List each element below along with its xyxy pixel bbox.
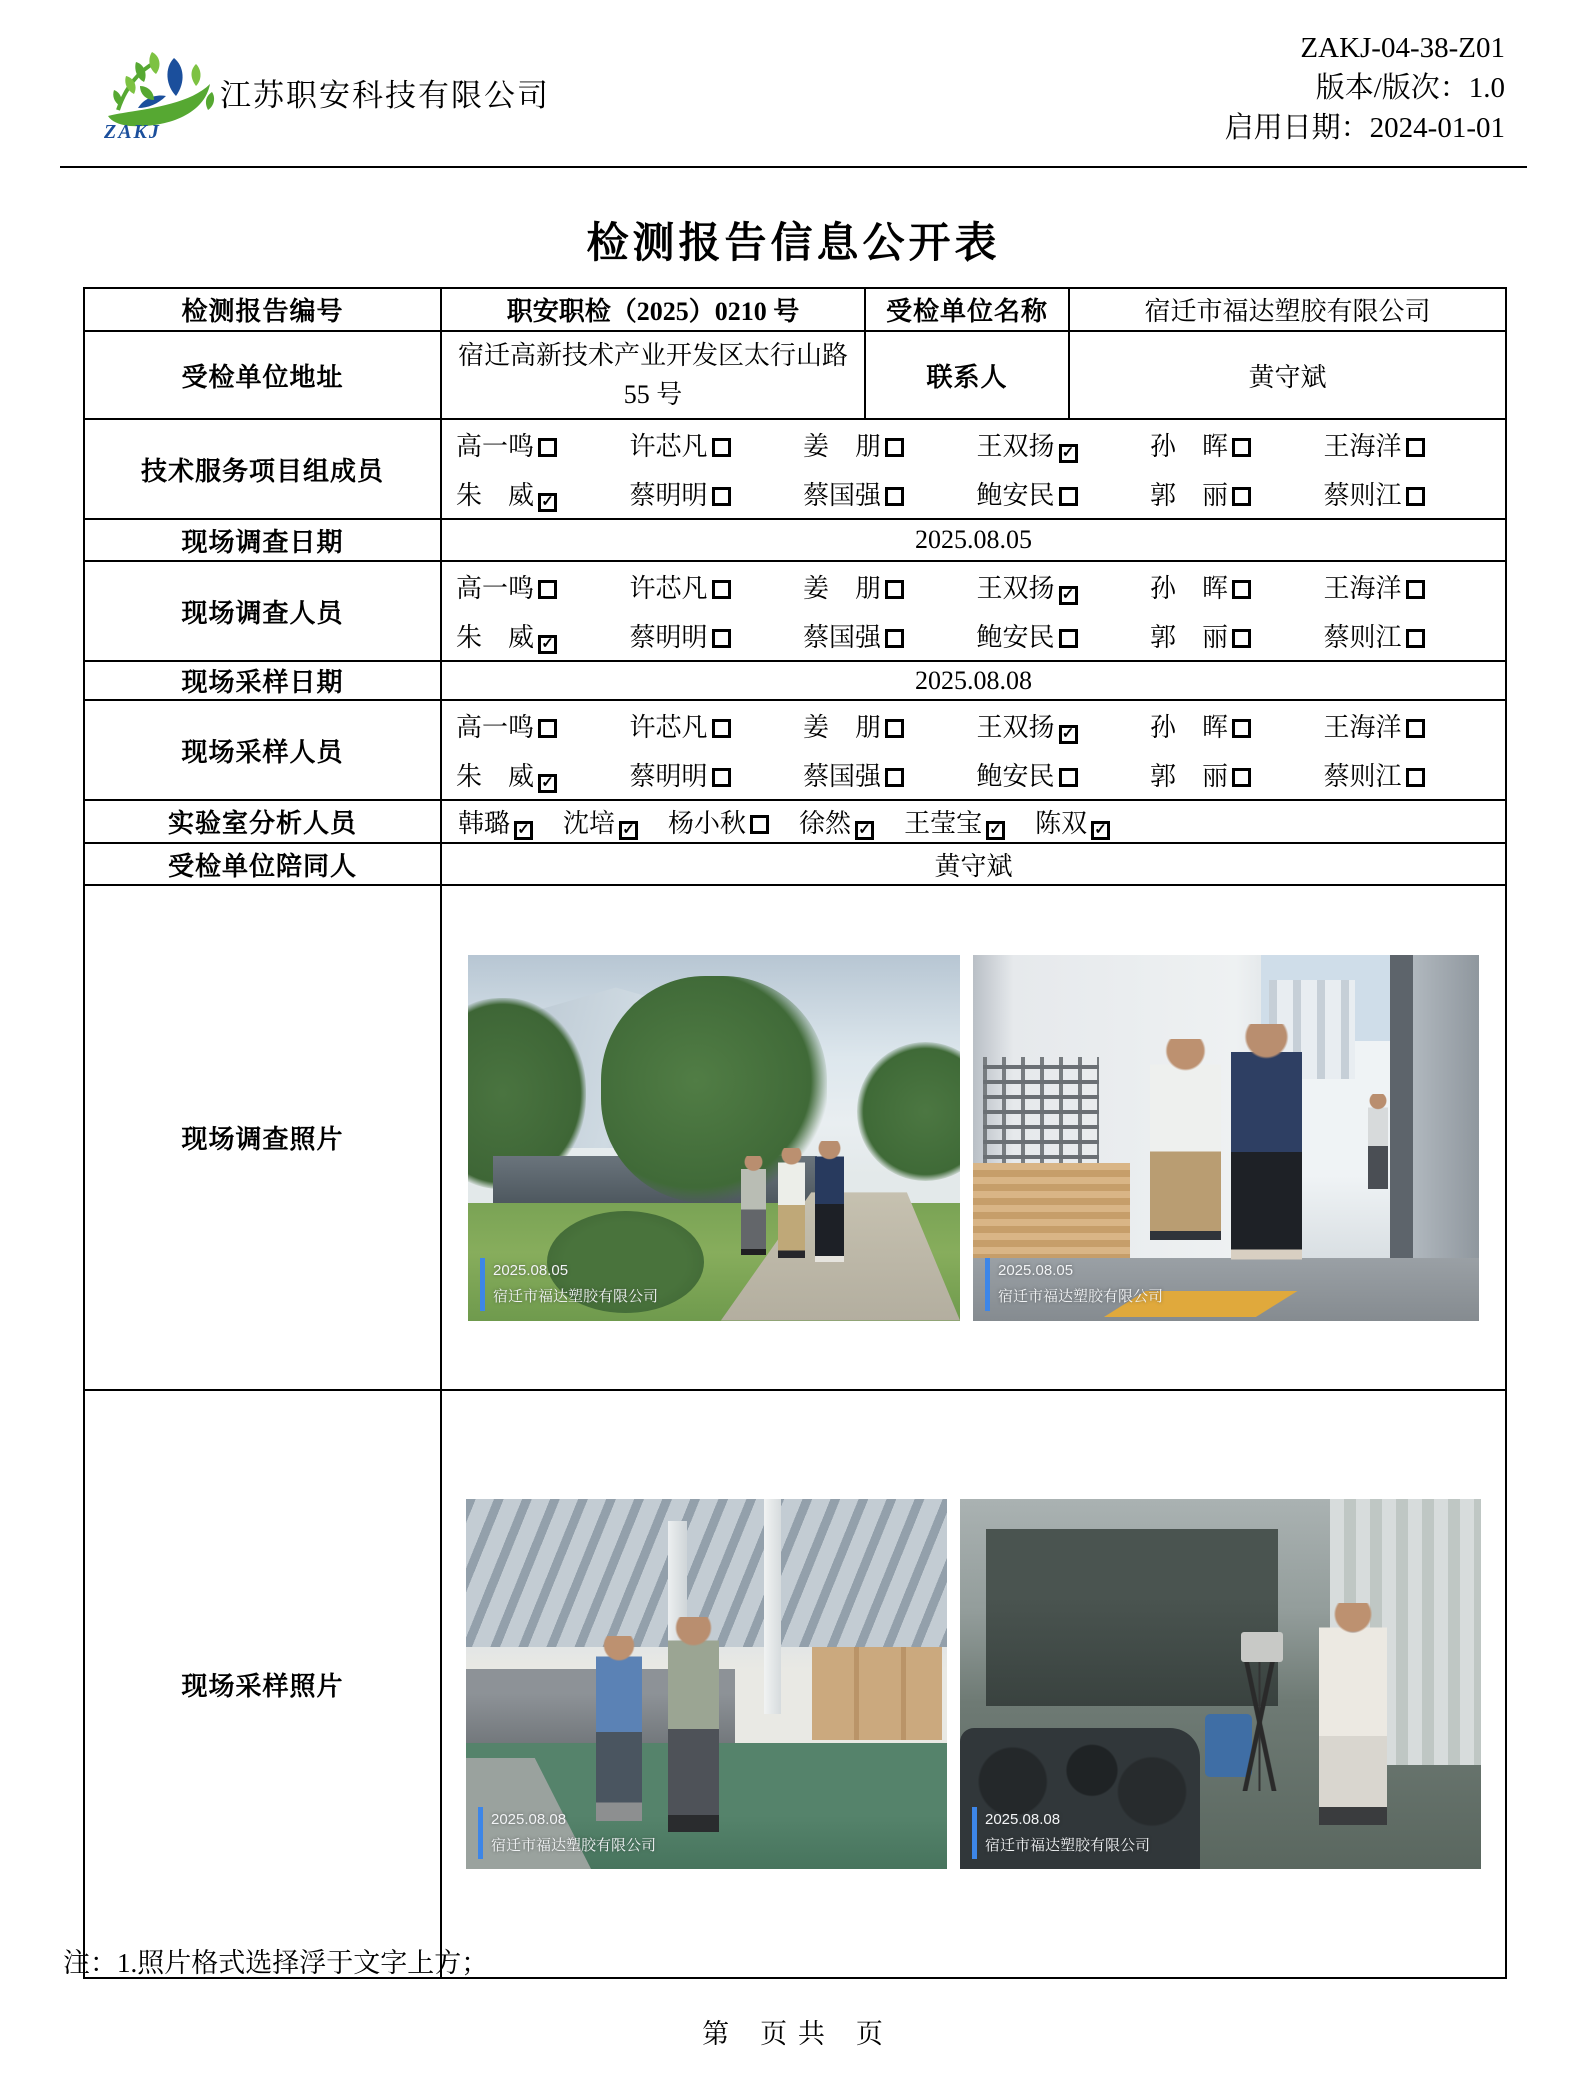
staff-member-name: 高一鸣 [456, 432, 535, 461]
staff-member-name: 王双扬 [976, 432, 1055, 461]
staff-member [630, 426, 804, 463]
table-row [84, 885, 1506, 1390]
table-row [84, 288, 1506, 331]
staff-member [456, 756, 630, 793]
photo-sampling-instrument [1241, 1632, 1283, 1662]
staff-line [456, 707, 1497, 744]
document-meta [1225, 28, 1505, 148]
leaf-logo-icon [78, 30, 228, 142]
table-row [84, 331, 1506, 419]
staff-member-name: 许芯凡 [629, 574, 708, 603]
checkbox-empty-icon[interactable] [712, 719, 731, 738]
staff-member-name: 王双扬 [976, 574, 1055, 603]
survey-staff-grid [442, 562, 1505, 660]
staff-member [1150, 756, 1324, 793]
staff-member-name: 孙 晖 [1150, 574, 1229, 603]
staff-member [456, 617, 630, 654]
staff-member-name: 蔡则江 [1323, 623, 1402, 652]
staff-member-name: 高一鸣 [456, 574, 535, 603]
watermark-date: 2025.08.05 [493, 1262, 569, 1279]
staff-member-name: 蔡国强 [803, 623, 882, 652]
report-info-table [83, 287, 1507, 1979]
staff-member-name: 朱 威 [456, 762, 535, 791]
watermark-company: 宿迁市福达塑胶有限公司 [493, 1288, 659, 1306]
team-members-grid [442, 420, 1505, 518]
staff-member-name: 王海洋 [1323, 432, 1402, 461]
table-row [84, 419, 1506, 519]
staff-member-name: 徐然 [799, 809, 852, 838]
checkbox-empty-icon[interactable] [712, 629, 731, 648]
staff-member [458, 803, 533, 840]
photo-watermark [985, 1258, 1163, 1311]
staff-member [456, 707, 630, 744]
table-row [84, 519, 1506, 561]
checkbox-empty-icon[interactable] [1232, 580, 1251, 599]
staff-member-name: 郭 丽 [1150, 623, 1229, 652]
checkbox-empty-icon[interactable] [885, 629, 904, 648]
checkbox-empty-icon[interactable] [1406, 768, 1425, 787]
staff-member [1324, 617, 1498, 654]
lab-staff-cell [441, 800, 1506, 843]
staff-member [456, 475, 630, 512]
checkbox-empty-icon[interactable] [538, 580, 557, 599]
staff-line [456, 568, 1497, 605]
checkbox-checked-icon[interactable]: ✓ [1091, 821, 1110, 840]
contact-value: 黄守斌 [1069, 331, 1506, 419]
unit-name-label: 受检单位名称 [865, 288, 1069, 331]
staff-member [630, 475, 804, 512]
staff-member [1324, 568, 1498, 605]
staff-member-name: 蔡明明 [629, 481, 708, 510]
lab-staff-grid [442, 803, 1505, 840]
staff-member-name: 沈培 [563, 809, 616, 838]
team-members-cell [441, 419, 1506, 519]
photo-watermark [480, 1258, 658, 1311]
photo-column [764, 1499, 780, 1714]
staff-member [803, 617, 977, 654]
photo-plywood-stack [973, 1163, 1130, 1262]
checkbox-empty-icon[interactable] [538, 719, 557, 738]
staff-line [456, 617, 1497, 654]
sampling-photos-cell [441, 1390, 1506, 1978]
staff-member [1324, 426, 1498, 463]
staff-member-name: 姜 朋 [803, 432, 882, 461]
staff-member [456, 426, 630, 463]
watermark-date: 2025.08.05 [998, 1262, 1074, 1279]
staff-member [977, 617, 1151, 654]
checkbox-empty-icon[interactable] [885, 438, 904, 457]
checkbox-empty-icon[interactable] [1406, 629, 1425, 648]
checkbox-checked-icon[interactable]: ✓ [1059, 444, 1078, 463]
checkbox-empty-icon[interactable] [885, 768, 904, 787]
staff-member-name: 许芯凡 [629, 432, 708, 461]
photo-person [1319, 1603, 1387, 1825]
staff-member-name: 王莹宝 [904, 809, 983, 838]
contact-label: 联系人 [865, 331, 1069, 419]
checkbox-empty-icon[interactable] [885, 580, 904, 599]
table-row [84, 843, 1506, 885]
checkbox-checked-icon[interactable]: ✓ [538, 493, 557, 512]
photo-person [815, 1141, 845, 1262]
photo-person [1231, 1024, 1302, 1280]
staff-member-name: 朱 威 [456, 623, 535, 652]
staff-member [1150, 475, 1324, 512]
footnote: 注：1.照片格式选择浮于文字上方； [63, 1948, 489, 1978]
staff-member [977, 756, 1151, 793]
checkbox-empty-icon[interactable] [1232, 629, 1251, 648]
sampling-staff-label: 现场采样人员 [84, 700, 441, 800]
photo-door-frame [1390, 955, 1413, 1270]
checkbox-empty-icon[interactable] [1232, 719, 1251, 738]
checkbox-empty-icon[interactable] [1232, 768, 1251, 787]
company-name: 江苏职安科技有限公司 [220, 78, 550, 113]
checkbox-empty-icon[interactable] [1232, 487, 1251, 506]
staff-member [977, 568, 1151, 605]
staff-line [456, 756, 1497, 793]
sampling-photo-1 [466, 1499, 947, 1869]
staff-member [1324, 707, 1498, 744]
sampling-photos-label: 现场采样照片 [84, 1390, 441, 1978]
survey-photos-cell [441, 885, 1506, 1390]
staff-member [668, 803, 769, 840]
staff-member-name: 高一鸣 [456, 713, 535, 742]
staff-member-name: 姜 朋 [803, 713, 882, 742]
team-members-label: 技术服务项目组成员 [84, 419, 441, 519]
checkbox-checked-icon[interactable]: ✓ [619, 821, 638, 840]
table-row [84, 800, 1506, 843]
report-number-label: 检测报告编号 [84, 288, 441, 331]
watermark-company: 宿迁市福达塑胶有限公司 [985, 1836, 1151, 1854]
survey-date-label: 现场调查日期 [84, 519, 441, 561]
staff-member [563, 803, 638, 840]
checkbox-empty-icon[interactable] [1059, 629, 1078, 648]
checkbox-empty-icon[interactable] [1406, 719, 1425, 738]
checkbox-empty-icon[interactable] [885, 719, 904, 738]
escort-value: 黄守斌 [441, 843, 1506, 885]
staff-member-name: 杨小秋 [668, 809, 747, 838]
doc-code: ZAKJ-04-38-Z01 [1300, 32, 1505, 64]
staff-member [977, 475, 1151, 512]
staff-member-name: 郭 丽 [1150, 762, 1229, 791]
staff-member [1150, 568, 1324, 605]
survey-staff-label: 现场调查人员 [84, 561, 441, 661]
survey-photos-label: 现场调查照片 [84, 885, 441, 1390]
photo-watermark [478, 1807, 656, 1860]
checkbox-checked-icon[interactable]: ✓ [538, 774, 557, 793]
checkbox-empty-icon[interactable] [712, 438, 731, 457]
staff-member-name: 孙 晖 [1150, 713, 1229, 742]
staff-member-name: 王海洋 [1323, 574, 1402, 603]
staff-member [630, 756, 804, 793]
photo-person [741, 1156, 766, 1255]
staff-member-name: 蔡国强 [803, 762, 882, 791]
staff-member [803, 568, 977, 605]
staff-member [456, 568, 630, 605]
photo-person [1368, 1094, 1388, 1189]
table-row [84, 661, 1506, 700]
photo-tripod [1226, 1654, 1294, 1791]
staff-member-name: 蔡明明 [629, 623, 708, 652]
table-row [84, 700, 1506, 800]
photo-tree [857, 1042, 960, 1181]
doc-enable-date: 启用日期：2024-01-01 [1224, 112, 1505, 145]
checkbox-empty-icon[interactable] [1406, 487, 1425, 506]
staff-member [1150, 426, 1324, 463]
watermark-date: 2025.08.08 [985, 1810, 1061, 1828]
staff-member [803, 707, 977, 744]
unit-address-label: 受检单位地址 [84, 331, 441, 419]
staff-member-name: 鲍安民 [976, 623, 1055, 652]
sampling-date-label: 现场采样日期 [84, 661, 441, 700]
unit-address-value: 宿迁高新技术产业开发区太行山路 55 号 [441, 331, 865, 419]
checkbox-checked-icon[interactable]: ✓ [855, 821, 874, 840]
staff-member [630, 617, 804, 654]
checkbox-empty-icon[interactable] [1059, 487, 1078, 506]
staff-member-name: 韩璐 [458, 809, 511, 838]
staff-member [977, 707, 1151, 744]
staff-member [1324, 475, 1498, 512]
checkbox-checked-icon[interactable]: ✓ [986, 821, 1005, 840]
table-row [84, 1390, 1506, 1978]
staff-member-name: 鲍安民 [976, 762, 1055, 791]
photo-person [668, 1617, 719, 1832]
sampling-staff-cell [441, 700, 1506, 800]
escort-label: 受检单位陪同人 [84, 843, 441, 885]
header-divider [60, 166, 1527, 168]
staff-member [803, 426, 977, 463]
staff-member-name: 王海洋 [1323, 713, 1402, 742]
company-logo [78, 30, 228, 142]
watermark-date: 2025.08.08 [491, 1810, 567, 1828]
checkbox-empty-icon[interactable] [1406, 438, 1425, 457]
checkbox-empty-icon[interactable] [1232, 438, 1251, 457]
checkbox-empty-icon[interactable] [750, 815, 769, 834]
svg-text:ZAKJ: ZAKJ [104, 121, 161, 142]
staff-member-name: 姜 朋 [803, 574, 882, 603]
watermark-company: 宿迁市福达塑胶有限公司 [491, 1836, 657, 1854]
staff-member [1324, 756, 1498, 793]
photo-person [596, 1636, 642, 1821]
staff-member [1150, 617, 1324, 654]
staff-member-name: 郭 丽 [1150, 481, 1229, 510]
staff-member-name: 朱 威 [456, 481, 535, 510]
page-number-footer: 第 页 共 页 [702, 2019, 885, 2049]
staff-line [456, 426, 1497, 463]
staff-member [630, 707, 804, 744]
staff-member-name: 孙 晖 [1150, 432, 1229, 461]
staff-member-name: 蔡则江 [1323, 762, 1402, 791]
survey-staff-cell [441, 561, 1506, 661]
survey-photo-1 [468, 955, 960, 1321]
staff-member-name: 蔡则江 [1323, 481, 1402, 510]
lab-staff-label: 实验室分析人员 [84, 800, 441, 843]
staff-member-name: 陈双 [1035, 809, 1088, 838]
survey-photo-2 [973, 955, 1479, 1321]
page-title: 检测报告信息公开表 [586, 221, 1001, 267]
photo-person [1150, 1039, 1221, 1273]
staff-member-name: 蔡明明 [629, 762, 708, 791]
checkbox-empty-icon[interactable] [712, 487, 731, 506]
checkbox-checked-icon[interactable]: ✓ [514, 821, 533, 840]
unit-name-value: 宿迁市福达塑胶有限公司 [1069, 288, 1506, 331]
checkbox-checked-icon[interactable]: ✓ [1059, 586, 1078, 605]
checkbox-empty-icon[interactable] [712, 768, 731, 787]
photo-boxes [812, 1647, 942, 1740]
staff-member-name: 许芯凡 [629, 713, 708, 742]
staff-member [977, 426, 1151, 463]
staff-member [630, 568, 804, 605]
staff-member-name: 鲍安民 [976, 481, 1055, 510]
photo-person [778, 1148, 805, 1258]
checkbox-empty-icon[interactable] [538, 438, 557, 457]
staff-member [799, 803, 874, 840]
checkbox-empty-icon[interactable] [1406, 580, 1425, 599]
staff-member [1150, 707, 1324, 744]
checkbox-checked-icon[interactable]: ✓ [1059, 725, 1078, 744]
table-row [84, 561, 1506, 661]
checkbox-empty-icon[interactable] [712, 580, 731, 599]
checkbox-checked-icon[interactable]: ✓ [538, 635, 557, 654]
sampling-staff-grid [442, 701, 1505, 799]
checkbox-empty-icon[interactable] [1059, 768, 1078, 787]
staff-member [904, 803, 1005, 840]
staff-member [803, 475, 977, 512]
staff-member-name: 蔡国强 [803, 481, 882, 510]
staff-member [803, 756, 977, 793]
report-number-value: 职安职检（2025）0210 号 [441, 288, 865, 331]
checkbox-empty-icon[interactable] [885, 487, 904, 506]
sampling-photo-2 [960, 1499, 1481, 1869]
doc-version: 版本/版次：1.0 [1315, 72, 1505, 105]
photo-watermark [972, 1807, 1150, 1860]
watermark-company: 宿迁市福达塑胶有限公司 [998, 1288, 1164, 1306]
staff-member-name: 王双扬 [976, 713, 1055, 742]
sampling-date-value: 2025.08.08 [441, 661, 1506, 700]
staff-line [456, 475, 1497, 512]
survey-date-value: 2025.08.05 [441, 519, 1506, 561]
staff-member [1035, 803, 1110, 840]
